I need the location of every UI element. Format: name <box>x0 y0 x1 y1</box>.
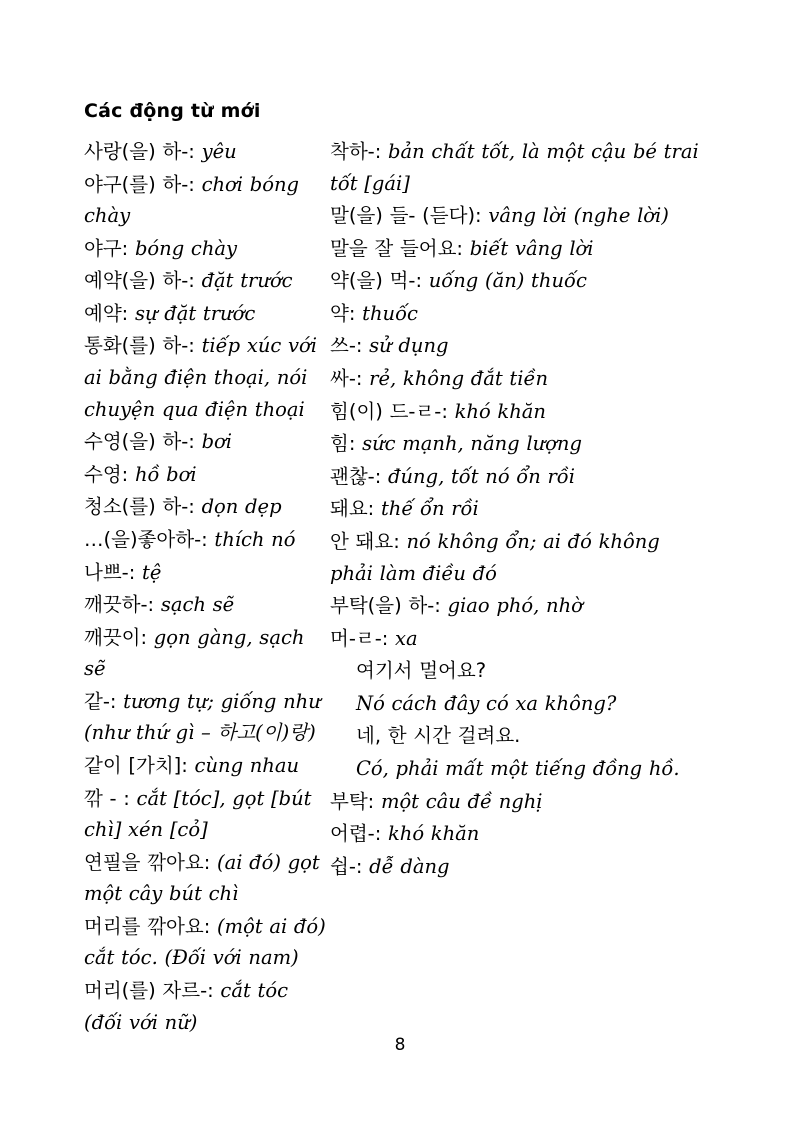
left-column <box>0 136 330 1039</box>
entry-vietnamese: bơi <box>201 430 233 454</box>
vocabulary-entry <box>84 459 326 491</box>
vocabulary-entry <box>330 428 706 460</box>
entry-vietnamese: sự đặt trước <box>134 301 256 325</box>
entry-korean: 부탁(을) 하-: <box>330 594 448 618</box>
vocabulary-entry <box>84 847 326 910</box>
entry-vietnamese: tiếp xúc với ai bằng điện thoại, nói chuyện qua điện thoại <box>84 334 317 421</box>
entry-korean: 싸-: <box>330 367 370 391</box>
entry-vietnamese: tệ <box>141 560 162 584</box>
entry-vietnamese: tương tự; giống như (như thứ gì – 하고(이)랑) <box>84 689 321 745</box>
entry-vietnamese: dễ dàng <box>369 854 450 878</box>
vocabulary-entry <box>84 750 326 782</box>
entry-korean: 연필을 깎아요: <box>84 850 217 874</box>
entry-vietnamese: dọn dẹp <box>201 495 282 519</box>
entry-korean: 어렵-: <box>330 822 388 846</box>
entry-korean: 야구: <box>84 236 135 260</box>
entry-vietnamese: cắt tóc (đối với nữ) <box>84 979 288 1034</box>
entry-vietnamese: gọn gàng, sạch sẽ <box>84 625 305 681</box>
vocabulary-entry <box>84 426 326 458</box>
entry-vietnamese: thuốc <box>362 301 418 325</box>
entry-korean: 같-: <box>84 689 124 713</box>
vocabulary-entry <box>330 330 706 362</box>
vocabulary-entry <box>84 589 326 621</box>
vocabulary-entry <box>84 136 326 168</box>
entry-vietnamese: hồ bơi <box>134 462 197 486</box>
entry-korean: 야구(를) 하-: <box>84 172 202 196</box>
vocabulary-entry <box>330 298 706 330</box>
entry-vietnamese: cắt [tóc], gọt [bút chì] xén [cỏ] <box>84 786 312 842</box>
entry-korean: 쓰-: <box>330 334 370 358</box>
entry-vietnamese: (ai đó) gọt một cây bút chì <box>84 850 320 906</box>
entry-korean: 착하-: <box>330 140 388 163</box>
entry-vietnamese: biết vâng lời <box>469 236 594 260</box>
vocabulary-entry <box>84 265 326 297</box>
entry-vietnamese: đặt trước <box>201 269 293 293</box>
entry-korean: 수영(을) 하-: <box>84 430 202 454</box>
vocabulary-entry <box>330 590 706 622</box>
entry-vietnamese: thích nó <box>214 527 296 551</box>
entry-vietnamese: bản chất tốt, là một cậu bé trai tốt [gái] <box>330 140 699 195</box>
entry-korean: 쉽-: <box>330 854 370 878</box>
entry-korean: 예약: <box>84 301 135 325</box>
entry-korean: 약(을) 먹-: <box>330 269 429 293</box>
entry-korean: 힘(이) 드-ㄹ-: <box>330 399 455 423</box>
entry-vietnamese: khó khăn <box>454 399 546 423</box>
right-column <box>330 136 716 883</box>
entry-korean: 깎 - : <box>84 786 137 810</box>
entry-korean: 통화(를) 하-: <box>84 334 202 358</box>
vocabulary-entry <box>330 526 706 589</box>
entry-vietnamese: (một ai đó) cắt tóc. (Đối với nam) <box>84 914 326 970</box>
vocabulary-entry <box>330 688 706 720</box>
vocabulary-entry <box>330 493 706 525</box>
page-title: Các động từ mới <box>84 100 261 122</box>
vocabulary-entry <box>84 491 326 523</box>
vocabulary-entry <box>84 298 326 330</box>
entry-vietnamese: khó khăn <box>387 822 480 846</box>
vocabulary-entry <box>84 330 326 425</box>
vocabulary-entry <box>84 524 326 556</box>
entry-korean: 사랑(을) 하-: <box>84 140 202 163</box>
entry-vietnamese: rẻ, không đắt tiền <box>369 367 549 391</box>
entry-korean: 말을 잘 들어요: <box>330 236 470 260</box>
entry-korean: 같이 [가치]: <box>84 753 195 777</box>
entry-korean: 깨끗이: <box>84 625 154 649</box>
page-number: 8 <box>394 1035 406 1055</box>
vocabulary-entry <box>84 686 326 749</box>
vocabulary-entry <box>84 911 326 974</box>
vocabulary-entry <box>330 818 706 850</box>
entry-vietnamese: sử dụng <box>369 334 449 358</box>
entry-korean: 나쁘-: <box>84 560 142 584</box>
entry-korean: 머리(를) 자르-: <box>84 979 221 1003</box>
entry-korean: …(을)좋아하-: <box>84 527 215 551</box>
entry-vietnamese: sức mạnh, năng lượng <box>362 432 582 456</box>
vocabulary-entry <box>330 461 706 493</box>
vocabulary-entry <box>330 233 706 265</box>
entry-vietnamese: Có, phải mất một tiếng đồng hồ. <box>356 756 680 780</box>
entry-vietnamese: bóng chày <box>134 236 238 260</box>
vocabulary-entry <box>330 786 706 818</box>
vocabulary-entry <box>330 136 706 199</box>
entry-vietnamese: sạch sẽ <box>160 593 235 617</box>
entry-korean: 수영: <box>84 462 135 486</box>
vocabulary-entry <box>330 623 706 655</box>
entry-korean: 괜찮-: <box>330 464 388 488</box>
entry-korean: 돼요: <box>330 497 381 521</box>
entry-korean: 여기서 멀어요? <box>356 659 487 683</box>
vocabulary-entry <box>84 233 326 265</box>
entry-vietnamese: chơi bóng chày <box>84 172 299 228</box>
entry-korean: 네, 한 시간 걸려요. <box>356 724 521 748</box>
vocabulary-entry <box>330 396 706 428</box>
entry-korean: 말(을) 들- (듣다): <box>330 204 489 228</box>
vocabulary-entry <box>330 720 706 752</box>
entry-vietnamese: một câu đề nghị <box>380 789 543 813</box>
vocabulary-entry <box>84 557 326 589</box>
entry-korean: 힘: <box>330 432 363 456</box>
entry-vietnamese: thế ổn rồi <box>380 497 479 521</box>
entry-korean: 청소(를) 하-: <box>84 495 202 519</box>
vocabulary-entry <box>330 655 706 687</box>
entry-vietnamese: yêu <box>201 140 237 163</box>
entry-korean: 깨끗하-: <box>84 593 161 617</box>
vocabulary-entry <box>330 265 706 297</box>
entry-korean: 머리를 깎아요: <box>84 914 217 938</box>
entry-korean: 머-ㄹ-: <box>330 626 396 650</box>
vocabulary-entry <box>330 200 706 232</box>
entry-korean: 부탁: <box>330 789 381 813</box>
entry-vietnamese: uống (ăn) thuốc <box>428 269 587 293</box>
entry-vietnamese: Nó cách đây có xa không? <box>356 691 617 715</box>
vocabulary-entry <box>84 975 326 1038</box>
entry-korean: 예약(을) 하-: <box>84 269 202 293</box>
entry-korean: 안 돼요: <box>330 529 407 553</box>
vocabulary-entry <box>84 622 326 685</box>
entry-vietnamese: xa <box>395 626 418 650</box>
vocabulary-entry <box>330 851 706 883</box>
entry-vietnamese: giao phó, nhờ <box>447 594 583 618</box>
entry-vietnamese: vâng lời (nghe lời) <box>488 204 669 228</box>
vocabulary-entry <box>330 363 706 395</box>
entry-korean: 약: <box>330 301 363 325</box>
entry-vietnamese: cùng nhau <box>194 753 300 777</box>
vocabulary-entry <box>84 783 326 846</box>
entry-vietnamese: nó không ổn; ai đó không phải làm điều đó <box>330 529 660 585</box>
two-column-body <box>0 136 800 1039</box>
vocabulary-entry <box>84 169 326 232</box>
vocabulary-entry <box>330 753 706 785</box>
entry-vietnamese: đúng, tốt nó ổn rồi <box>387 464 575 488</box>
